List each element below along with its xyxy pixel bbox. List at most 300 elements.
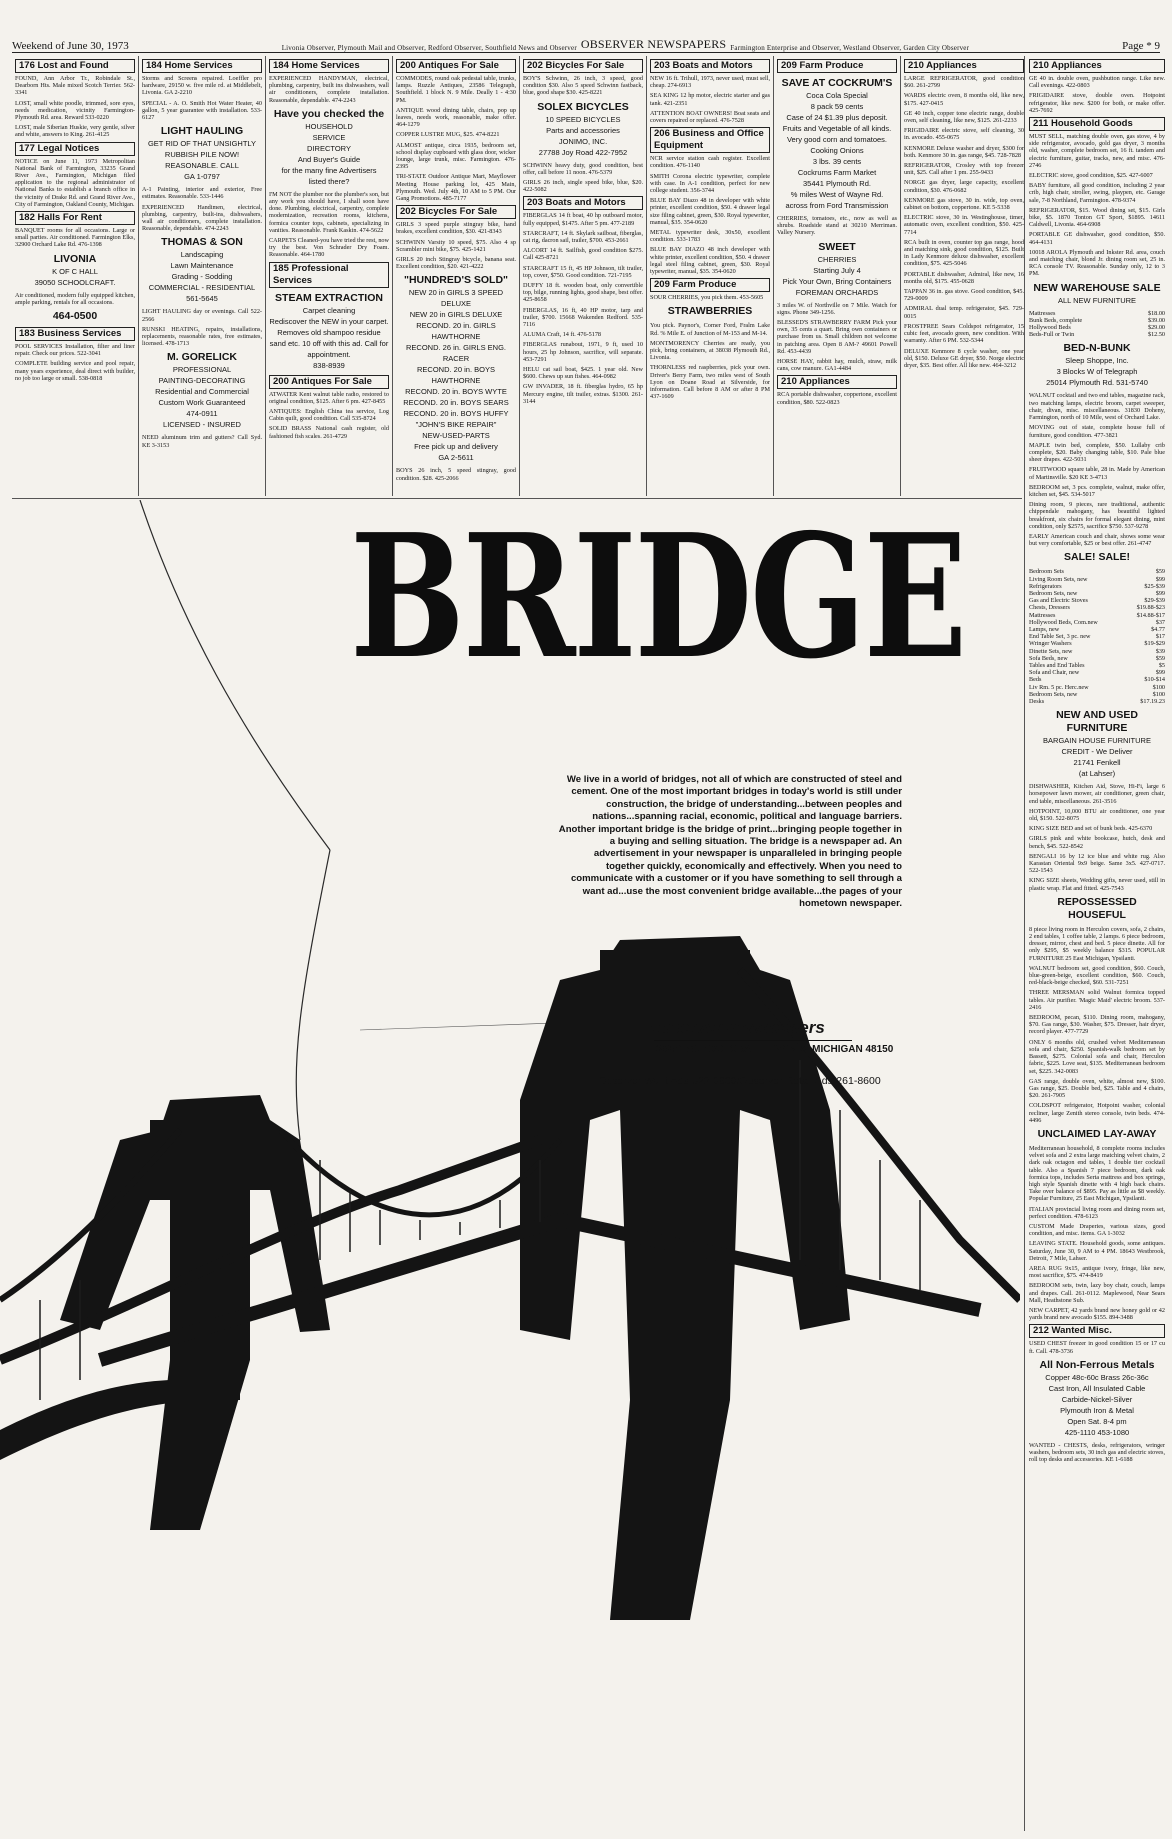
display-ad-line: SALE! SALE! xyxy=(1064,551,1130,564)
classified-ad: SEA KING 12 hp motor, electric starter and gas tank. 421-2351 xyxy=(650,92,770,107)
display-ad-line: M. GORELICK xyxy=(167,351,237,364)
sale-price-row xyxy=(1029,684,1165,691)
sale-item-price: $29-$39 xyxy=(1144,597,1165,605)
display-ad xyxy=(523,101,643,158)
sale-item-price: $39 xyxy=(1155,647,1165,655)
display-ad xyxy=(777,77,897,211)
display-ad-line: Landscaping xyxy=(180,250,224,260)
classified-ad: STARCRAFT, 14 ft. Skylark sailboat, fiberglas, cat rig, dacron sail, trailer, $700. 453-2661 xyxy=(523,229,643,245)
sale-price-row xyxy=(1029,691,1165,698)
category-header: 184 Home Services xyxy=(142,59,262,73)
sale-item-price: $99 xyxy=(1155,669,1165,677)
sale-item-price: $59 xyxy=(1155,568,1165,576)
display-ad-line: Plymouth Iron & Metal xyxy=(1060,1405,1134,1415)
display-ad-line: RECOND. 20 in. BOYS WYTE xyxy=(405,387,507,397)
sale-item-price: $37 xyxy=(1155,618,1165,626)
display-ad-line: Carbide-Nickel-Silver xyxy=(1061,1394,1133,1404)
sale-item-label: Beds xyxy=(1029,676,1042,684)
classified-ad: KING SIZE sheets, Wedding gifts, never used, still in plastic wrap. Flat and fitted. 425-7543 xyxy=(1029,877,1165,892)
display-ad xyxy=(15,253,135,288)
classified-ad: LIGHT HAULING day or evenings. Call 522-2566 xyxy=(142,308,262,323)
classified-ad: TAPPAN 36 in. gas stove. Good condition, $45. 729-0009 xyxy=(904,288,1024,303)
sale-item-label: Tables and End Tables xyxy=(1029,661,1085,669)
classified-ad: CHERRIES, tomatoes, etc., now as well as shrubs. Roadside stand at 30210 Merriman. Valley Nursery. xyxy=(777,215,897,237)
classified-ad: THORNLESS red raspberries, pick your own. Driver's Berry Farm, two miles west of South Lyon on Doane Road at Silverside, for information. Call before 8 AM or after 8 PM 437-1609 xyxy=(650,364,770,401)
display-ad-line: RECOND. 26 in. GIRLS ENG. RACER xyxy=(405,343,507,364)
display-ad-line: SERVICE xyxy=(312,132,346,142)
classified-column xyxy=(520,56,647,496)
sale-item-price: $17.19.23 xyxy=(1140,698,1165,705)
classified-ad: NEW CARPET, 42 yards brand new honey gold or 42 yards brand new avocado $155. 894-3488 xyxy=(1029,1306,1165,1322)
classified-ad: SCHWINN Varsity 10 speed, $75. Also 4 sp Scrambler mini bike, $75. 425-1421 xyxy=(396,238,516,253)
category-header: 183 Business Services xyxy=(15,327,135,341)
classified-ad: GAS range, double oven, white, almost new, $100. Gas range, $25. Double bed, $25. Table and 4 chairs, $20. 261-7905 xyxy=(1029,1077,1165,1100)
display-ad xyxy=(142,125,262,182)
sale-item-price: $100 xyxy=(1152,690,1165,698)
display-ad-line: GA 1-0797 xyxy=(184,172,220,182)
sale-item-label: Hollywood Beds xyxy=(1029,324,1071,332)
sale-item-label: Chests, Dressers xyxy=(1029,604,1070,612)
classified-ad: DISHWASHER, Kitchen Aid, Stove, Hi-Fi, large 6 horsepower lawn mower, air conditioner, green chair, end table, miscellaneous. 261-3516 xyxy=(1029,783,1165,805)
classified-ad: DUFFY 18 ft. wooden boat, only convertible top, bilge, running lights, good shape, best offer. 425-8658 xyxy=(523,282,643,304)
display-ad xyxy=(15,310,135,323)
classified-ad: ANTIQUE wood dining table, chairs, pop up leaves, needs work, reasonable, make offer. 464-1279 xyxy=(396,106,516,129)
classified-ad: NORGE gas dryer, large capacity, excellent condition, $30. 476-0682 xyxy=(904,179,1024,194)
masthead xyxy=(12,36,1160,53)
display-ad-line: Grading - Sodding xyxy=(171,272,233,282)
classified-ad: ELECTRIC stove, good condition, $25. 427-6007 xyxy=(1029,172,1153,180)
display-ad-line: SOLEX BICYCLES xyxy=(537,100,629,113)
classified-ad: ADMIRAL dual temp. refrigerator, $45. 729-0015 xyxy=(904,305,1024,320)
display-ad-line: THOMAS & SON xyxy=(161,236,243,249)
classified-ad: MAPLE twin bed, complete, $50. Lullaby crib complete, $20. Baby changing table, $10. Pale blue sheer drapes. 422-5031 xyxy=(1029,441,1165,464)
classified-ad: COMMODES, round oak pedestal table, trunks, lamps. Ruzzle Antiques, 23586 Telegraph, Southfield. 1 block N. 9 Mile. Deally 1 - 4:30 PM. xyxy=(396,75,516,104)
classified-ad: RCA portable dishwasher, coppertone, excellent condition, $80. 522-0823 xyxy=(777,391,897,406)
display-ad-line: Case of 24 $1.39 plus deposit. xyxy=(786,113,888,122)
classified-ad: 3 miles W. of Northville on 7 Mile. Watch for signs. Phone 349-1256. xyxy=(777,301,897,316)
sale-price-row xyxy=(1029,633,1165,640)
logo-rule xyxy=(654,1040,852,1041)
classified-column xyxy=(139,56,266,496)
display-ad xyxy=(1029,1359,1165,1438)
left-tower xyxy=(0,1095,330,1530)
classified-ad: SCHWINN heavy duty, good condition, best offer, call before 11 noon. 476-5379 xyxy=(523,161,643,176)
display-ad-line: PAINTING-DECORATING xyxy=(158,376,246,386)
category-header: 200 Antiques For Sale xyxy=(396,59,516,73)
display-ad-line: LIVONIA xyxy=(53,252,97,265)
classified-ad: GIRLS 3 speed purple stingray bike, hand brakes, excellent condition, $30. 421-8343 xyxy=(396,221,516,236)
display-ad-line: Residential and Commercial xyxy=(155,387,249,397)
sale-item-price: $19.88-$23 xyxy=(1136,604,1165,612)
display-ad-line: PROFESSIONAL xyxy=(172,365,232,375)
category-header: 202 Bicycles For Sale xyxy=(396,205,516,219)
display-ad-line: STRAWBERRIES xyxy=(667,305,753,318)
category-header: 177 Legal Notices xyxy=(15,142,135,156)
display-ad xyxy=(1029,896,1165,922)
display-ad-line: 39050 SCHOOLCRAFT. xyxy=(34,277,116,287)
classified-right-column xyxy=(1024,56,1169,1831)
classified-column xyxy=(647,56,774,496)
classified-ad: FIBERGLAS, 16 ft, 40 HP motor, tarp and trailer, $700. 15668 Wakenden Redford. 535-7116 xyxy=(523,306,643,329)
display-ad-line: Sleep Shoppe, Inc. xyxy=(1065,356,1129,366)
display-ad-line: 3 lbs. 39 cents xyxy=(812,157,862,166)
category-header: 209 Farm Produce xyxy=(650,278,770,292)
display-ad-line: And Buyer's Guide xyxy=(297,154,361,164)
bridge-deck xyxy=(0,970,1020,1360)
display-ad-line: Free pick up and delivery xyxy=(414,442,498,452)
sale-item-label: Gas and Electric Stoves xyxy=(1029,597,1088,605)
display-ad-line: ALL NEW FURNITURE xyxy=(1057,295,1137,305)
newspaper-brand: OBSERVER NEWSPAPERS xyxy=(580,37,727,51)
classified-ad: WALNUT cocktail and two end tables, magazine rack, two matching lamps, electric broom, carpet sweeper, chair, divan, misc. miscellaneous. 31830 Doheny, Farmington, north of 10 Mile, west of Orchard Lake. xyxy=(1029,392,1165,422)
display-ad-line: across from Ford Transmission xyxy=(785,201,889,210)
classified-ad: BOYS 26 inch, 5 speed stingray, good condition. $28. 425-2066 xyxy=(396,467,516,482)
classified-ad: ANTIQUES: English China tea service, Log Cabin quilt, good condition. Call 535-8724 xyxy=(269,408,389,423)
category-header: 210 Appliances xyxy=(904,59,1024,73)
display-ad xyxy=(1029,282,1165,306)
sale-item-price: $99 xyxy=(1155,575,1165,583)
classified-ad: LARGE REFRIGERATOR, good condition $60. 261-2799 xyxy=(904,75,1024,90)
display-ad-line: Lawn Maintenance xyxy=(170,261,234,271)
classified-ad: LOST, male Siberian Huskie, very gentle, silver and white, answers to King. 261-4125 xyxy=(15,124,135,139)
classified-ad: EARLY American couch and chair, shows some wear but very comfortable, $25 or best offer. 261-4747 xyxy=(1029,532,1165,548)
classified-ad: KENMORE gas stove, 30 in. wide, top oven, cabinet on bottom, coppertone. KE 5-5338 xyxy=(904,196,1024,212)
classified-ad: FROSTFREE Sears Coldspot refrigerator, 15 cubic feet, avocado green, new condition. With warranty. After 6 PM. 532-5344 xyxy=(904,322,1024,345)
display-ad-line: SWEET xyxy=(818,240,856,253)
classified-ad: NEED aluminum trim and gutters? Call Syd. KE 3-3153 xyxy=(142,434,262,449)
display-ad xyxy=(1029,709,1165,779)
cable-stroke xyxy=(296,850,330,1140)
sale-item-price: $25-$39 xyxy=(1144,582,1165,590)
display-ad-line: "HUNDRED'S SOLD" xyxy=(403,274,509,287)
display-ad-line: 464-0500 xyxy=(52,310,98,323)
classified-ad: EXPERIENCED HANDYMAN, electrical, plumbing, carpentry, built ins dishwashers, wall air conditioners, complete installation. Reasonable, dependable. 474-2243 xyxy=(269,75,389,104)
classified-ad: WALNUT bedroom set, good condition, $60. Couch, blue-green-beige, excellent condition, $60. Couch, red-black-beige checked, $60. 531-7251 xyxy=(1029,964,1165,987)
sale-price-row xyxy=(1029,619,1165,626)
display-ad-line: 25014 Plymouth Rd. 531-5740 xyxy=(1046,378,1148,388)
display-ad-line: Carpet cleaning xyxy=(302,305,356,315)
sale-item-label: Bedroom Sets, new xyxy=(1029,589,1078,597)
papers-right: Farmington Enterprise and Observer, Westland Observer, Garden City Observer xyxy=(730,44,970,52)
classified-ad: FIBERGLAS runabout, 1971, 9 ft, used 10 hours, 25 hp Johnson, sacrifice, will separate. 453-7291 xyxy=(523,341,643,363)
classified-column xyxy=(774,56,901,496)
sale-item-price: $10-$14 xyxy=(1144,676,1165,684)
sale-price-row xyxy=(1029,604,1165,611)
page-number: Page * 9 xyxy=(1122,40,1160,52)
classified-ad: NEW 16 ft. Trihull, 1973, never used, must sell, cheap. 274-6913 xyxy=(650,75,770,90)
classified-ad: PORTABLE dishwasher, Admiral, like new, 16 months old, $175. 455-0628 xyxy=(904,270,1024,285)
classified-ad: CUSTOM Made Draperies, various sizes, good condition, and misc. items. GA 1-3032 xyxy=(1029,1222,1165,1238)
display-ad-line: Have you checked the xyxy=(273,107,385,120)
display-ad-line: 8 pack 59 cents xyxy=(810,102,864,111)
display-ad-line: GET RID OF THAT UNSIGHTLY RUBBISH PILE NOW! REASONABLE. CALL xyxy=(147,139,257,171)
classified-ad: SPECIAL - A. O. Smith Hot Water Heater, 40 gallon, 5 year guarantee with installation. 533-6127 xyxy=(142,99,262,122)
classified-ad: KING SIZE BED and set of bunk beds. 425-6370 xyxy=(1029,825,1153,833)
sale-price-row xyxy=(1029,655,1165,662)
sale-price-row xyxy=(1029,331,1165,338)
classified-ad: Air conditioned, modern fully equipped kitchen, ample parking, rentals for all occasions. xyxy=(15,291,135,306)
display-ad xyxy=(1029,551,1165,564)
category-header: 203 Boats and Motors xyxy=(523,196,643,210)
papers-left: Livonia Observer, Plymouth Mail and Observer, Redford Observer, Southfield News and Observer xyxy=(281,44,577,52)
sale-price-row xyxy=(1029,640,1165,647)
display-ad-line: 3 Blocks W of Telegraph xyxy=(1056,367,1138,377)
classified-ad: ONLY 6 months old, crushed velvet Mediterranean sofa and chair, $250. Spanish-walk bedroom set by Bassett, $275. Colonial sofa and chair, Herculon fabric, $225. Love seat, $135. Mediterranean bedroom set, $225. 342-0083 xyxy=(1029,1038,1165,1075)
classified-ad: HOTPOINT, 10,000 BTU air conditioner, one year old, $150. 522-8075 xyxy=(1029,807,1165,823)
display-ad-line: Copper 48c-60c Brass 26c-36c xyxy=(1045,1372,1149,1382)
display-ad xyxy=(1029,1128,1165,1141)
sale-item-label: Mattresses xyxy=(1029,611,1056,619)
sale-item-price: $39.00 xyxy=(1147,316,1165,324)
classified-ad: AREA RUG 9x15, antique ivory, fringe, like new, most sacrifice, $75. 474-8419 xyxy=(1029,1264,1165,1280)
classified-ad: MOVING out of state, complete house full of furniture, good condition. 477-3821 xyxy=(1029,424,1165,439)
display-ad-line: K OF C HALL xyxy=(52,266,98,276)
sale-item-label: End Table Set, 3 pc. new xyxy=(1029,633,1091,641)
sale-item-label: Lamps, new xyxy=(1029,625,1060,633)
classified-column xyxy=(393,56,520,496)
classified-ad: BOY'S Schwinn, 26 inch, 3 speed, good condition $30. Also 5 speed Schwinn fastback, blue, good shape $30. 425-8221 xyxy=(523,75,643,97)
classified-ad: ATWATER Kent walnut table radio, restored to original condition, $125. After 6 pm. 427-8455 xyxy=(269,390,389,405)
sale-item-price: $100 xyxy=(1152,683,1165,691)
classified-ad: 8 piece living room in Herculon covers, sofa, 2 chairs, 2 end tables, 1 coffee table, 2 lamps. 6 piece bedroom, dresser, mirror, chest and bed. 5 piece dinette. All for only $295, $5 weekly balance $315. POPULAR FURNITURE 25 East Michigan, Ypsilanti. xyxy=(1029,925,1165,962)
display-ad xyxy=(777,241,897,298)
display-ad-line: LICENSED - INSURED xyxy=(163,420,241,430)
classified-ad: PORTABLE GE dishwasher, good condition, $50. 464-4131 xyxy=(1029,231,1165,246)
sale-item-price: $99 xyxy=(1155,589,1165,597)
category-header: 210 Appliances xyxy=(777,375,897,389)
classified-ad: COPPER LUSTRE MUG, $25. 474-8221 xyxy=(396,131,500,139)
classified-ad: BEDROOM, pecan, $110. Dining room, mahogany, $70. Gas range, $30. Washer, $75. Dresser, hair dryer, record player. 477-7729 xyxy=(1029,1014,1165,1036)
classified-ad: COMPLETE building service and pool repair, many years experience, deal direct with builder, no job too large or small. 538-0818 xyxy=(15,360,135,382)
category-header: 182 Halls For Rent xyxy=(15,211,135,225)
display-ad-line: Cockrums Farm Market xyxy=(797,168,877,177)
classified-ad: GE 40 in. double oven, pushbutton range. Like new. Call evenings. 422-0803 xyxy=(1029,75,1165,90)
display-ad-line: HOUSEHOLD xyxy=(305,121,353,131)
classified-ad: GE 40 inch, copper tone electric range, double oven, self cleaning, like new, $125. 261-2233 xyxy=(904,109,1024,125)
sale-item-price: $19-$29 xyxy=(1144,640,1165,648)
classified-ad: COLDSPOT refrigerator, Hotpoint washer, colonial recliner, large Zenith stereo console, twin beds. 474-4496 xyxy=(1029,1102,1165,1124)
sale-item-label: Bedroom Sets xyxy=(1029,568,1064,576)
classified-ad: ALCORT 14 ft. Sailfish, good condition $275. Call 425-8721 xyxy=(523,247,643,262)
classified-ad: FIBERGLAS 14 ft boat, 40 hp outboard motor, fully equipped, $1475. After 5 pm. 477-2189 xyxy=(523,212,643,227)
ad-body-copy: We live in a world of bridges, not all of which are constructed of steel and cement. One of the most important bridges in today's world is still under construction, the bridge of understanding...between peoples and nations...spanning racial, economic, political and language barriers. Another important bridge is the bridge of print...bringing people together in a buying and selling situation. The bridge is a newspaper ad. An advertisement in your newspaper is unparalleled in bringing people together quickly, economically and effectively. When you need to communicate with a customer or if you have something to sell through a want ad...use the most convenient bridge available...the pages of your hometown newspaper. xyxy=(558,774,902,910)
display-ad-line: STEAM EXTRACTION xyxy=(275,291,383,304)
sale-price-row xyxy=(1029,590,1165,597)
display-ad-line: Fruits and Vegetable of all kinds. xyxy=(782,124,892,133)
classified-ad: REFRIGERATOR, $15. Wood dining set, $15. Girls bike, $5. 1870 Tonton GT Sport, $1895. 14611 Caldwell, Livonia. 464-6908 xyxy=(1029,206,1165,229)
classified-ad: MONTMORENCY Cherries are ready, you pick, bring containers, at 38038 Plymouth Rd., Livonia. xyxy=(650,339,770,362)
display-ad-line: Custom Work Guaranteed xyxy=(158,398,246,408)
display-ad-line: Parts and accessories xyxy=(546,125,620,135)
sale-item-label: Living Room Sets, new xyxy=(1029,575,1088,583)
classified-ad: Dining room, 9 pieces, rare traditional, authentic chippendale mahogany, has beautiful lighted breakfront, six chairs for formal elegant dining, mint condition, only $2575, sacrifice $750. 537-9278 xyxy=(1029,501,1165,530)
sale-price-row xyxy=(1029,568,1165,575)
classified-ad: THREE MERSMAN solid Walnut formica topped tables. Air purifier. 'Magic Maid' electric broom. 537-2416 xyxy=(1029,989,1165,1011)
display-ad-line: 474-0911 xyxy=(186,409,218,419)
classified-column xyxy=(12,56,139,496)
sale-item-label: Desks xyxy=(1029,698,1045,705)
sale-item-label: Beds-Full or Twin xyxy=(1029,331,1075,339)
display-ad-line: Rediscover the NEW in your carpet. Removes old shampoo residue sand etc. 10 off with this ad. Call for appointment. xyxy=(269,316,389,359)
sale-item-price: $59 xyxy=(1155,654,1165,662)
classified-ad: FOUND, Ann Arbor Tr., Robindale St., Dearborn Hts. Male mixed Scotch Terrier. 562-3341 xyxy=(15,75,135,97)
display-ad-line: for the many fine Advertisers xyxy=(281,165,377,175)
category-header: 203 Boats and Motors xyxy=(650,59,770,73)
classified-ad: CARPETS Cleaned-you have tried the rest, now try the best. Von Schrader Dry Foam. Reasonable. 464-1780 xyxy=(269,237,389,259)
classified-ad: HELU cat sail boat, $425. 1 year old. New $600. Chews up sun fishes. 464-0982 xyxy=(523,366,643,381)
bridge-illustration xyxy=(0,497,1020,1839)
sale-price-row xyxy=(1029,648,1165,655)
masthead-papers xyxy=(282,37,969,52)
display-ad-line: UNCLAIMED LAY-AWAY xyxy=(1037,1127,1157,1140)
display-ad-line: (at Lahser) xyxy=(1078,769,1116,779)
sale-item-price: $14.88-$17 xyxy=(1136,611,1165,619)
display-ad-line: FOREMAN ORCHARDS xyxy=(795,287,879,297)
classified-ad: ELECTRIC stove, 30 in. Westinghouse, timer, automatic oven, excellent condition, $50. 425-7714 xyxy=(904,214,1024,236)
classified-ad: A-1 Painting, interior and exterior, Free estimates. Reasonable. 533-1446 xyxy=(142,186,262,201)
sale-price-row xyxy=(1029,698,1165,705)
sale-item-label: Bunk Beds, complete xyxy=(1029,316,1083,324)
classified-ad: NOTICE on June 11, 1973 Metropolitan National Bank of Farmington, 33235 Grand River Ave., Farmington, Michigan filed application to the regional administrator of National Banks to establish a branch office in the vicinity of Drake Rd. and Grand River Ave., City of Farmington, Oakland County, Michigan. xyxy=(15,157,135,208)
sale-item-price: $29.00 xyxy=(1147,324,1165,332)
display-ad-line: 10 SPEED BICYCLES xyxy=(545,114,621,124)
display-ad-line: 21741 Fenkell xyxy=(1073,758,1121,768)
display-ad-line: 425-1110 453-1080 xyxy=(1064,1427,1130,1437)
sale-price-row xyxy=(1029,597,1165,604)
classified-column xyxy=(266,56,393,496)
display-ad-line: NEW 20 in GIRLS DELUXE xyxy=(409,310,503,320)
classified-ad: USED CHEST freezer in good condition 15 or 17 cu ft. Call. 478-3736 xyxy=(1029,1340,1165,1355)
classified-ad: HORSE HAY, rabbit hay, mulch, straw, milk cans, cow manure. GA1-4484 xyxy=(777,358,897,373)
sale-price-row xyxy=(1029,626,1165,633)
sale-price-row xyxy=(1029,576,1165,583)
sale-item-label: Liv Rm. 5 pc. Herc.new xyxy=(1029,683,1089,691)
display-ad-line: 838-8939 xyxy=(313,360,345,370)
category-header: 200 Antiques For Sale xyxy=(269,375,389,389)
display-ad xyxy=(269,292,389,371)
classified-ad: LOST, small white poodle, trimmed, sore eyes, needs medication, vicinity Farmington-Plymouth Rd. area. Reward 533-0220 xyxy=(15,99,135,122)
display-ad-line: NEW WAREHOUSE SALE xyxy=(1033,281,1161,294)
classified-ad: RCA built in oven, counter top gas range, hood and matching sink, good condition, $125. Built in Lady Kenmore deluxe dishwasher, excellent condition, $75. 425-5046 xyxy=(904,238,1024,268)
display-ad-line: REPOSSESSED HOUSEFUL xyxy=(1057,895,1137,921)
sale-price-row xyxy=(1029,583,1165,590)
display-ad-line: 561-5645 xyxy=(186,294,218,304)
display-ad-line: 35441 Plymouth Rd. xyxy=(803,179,871,188)
category-header: 185 Professional Services xyxy=(269,262,389,288)
display-ad-line: LIGHT HAULING xyxy=(160,125,244,138)
sale-item-label: Mattresses xyxy=(1029,309,1056,317)
display-ad-line: NEW AND USED FURNITURE xyxy=(1056,709,1138,735)
display-ad-line: listed there? xyxy=(308,176,350,186)
display-ad-line: RECOND. 20 in. GIRLS HAWTHORNE xyxy=(416,321,496,342)
sale-price-row xyxy=(1029,317,1165,324)
category-header: 209 Farm Produce xyxy=(777,59,897,73)
display-ad-line: Very good corn and tomatoes. xyxy=(786,135,888,144)
ad-address: 36251 SCHOOLCRAFT LIVONIA, MICHIGAN 48150 xyxy=(656,1044,894,1055)
classified-ad: ALMOST antique, circa 1935, bedroom set, school display cupboard with glass door, wicker lounge, large trunk, misc. Farmington. 476-2395 xyxy=(396,141,516,171)
display-ad-line: Pick Your Own, Bring Containers xyxy=(782,276,892,286)
classified-ad: ITALIAN provincial living room and dining room set, perfect condition. 478-6123 xyxy=(1029,1205,1165,1220)
classified-ad: WANTED - CHESTS, desks, refrigerators, wringer washers, bedroom sets, 30 inch gas and electric stoves, roll top desks and accessories. KE 1-6188 xyxy=(1029,1441,1165,1464)
display-ad-line: NEW 20 in GIRLS 3 SPEED DELUXE xyxy=(408,288,504,309)
sale-item-label: Wringer Washers xyxy=(1029,640,1072,648)
display-ad xyxy=(1029,342,1165,388)
classified-ad: SMITH Corona electric typewriter, complete with case. In A-1 condition, perfect for new college student. 356-3744 xyxy=(650,172,770,195)
classified-ad: DELUXE Kenmore 8 cycle washer, one year old, $150. Deluxe GE dryer, $50. Norge electric dryer, $35. Best offer. All like new. 464-3212 xyxy=(904,347,1024,369)
display-ad xyxy=(269,108,389,187)
display-ad-line: DIRECTORY xyxy=(307,143,351,153)
ad-headline: BRIDGE xyxy=(350,497,965,697)
sale-item-price: $4.77 xyxy=(1151,625,1165,633)
sale-item-label: Sofa and Chair, new xyxy=(1029,669,1080,677)
classified-ad: GIRLS 26 inch, single speed bike, blue, $20. 422-5082 xyxy=(523,179,643,194)
display-ad-line: 27788 Joy Road 422-7952 xyxy=(538,147,628,157)
category-header: 176 Lost and Found xyxy=(15,59,135,73)
display-ad-line: Coca Cola Special xyxy=(806,91,868,100)
suspender-cable xyxy=(140,500,330,850)
display-ad-line: CHERRIES xyxy=(817,254,857,264)
category-header: 212 Wanted Misc. xyxy=(1029,1324,1165,1338)
classified-ad: REFRIGERATOR, Crosley with top freezer unit, $25. Call after 1 pm. 255-9433 xyxy=(904,162,1024,177)
classified-ad: KENMORE Deluxe washer and dryer, $300 for both. Kenmore 30 in. gas range, $45. 728-7828 xyxy=(904,144,1024,159)
classified-ad: 10018 AROLA Plymouth and Inkster Rd. area, couch and matching chair, blond Jr. dining room set, 25 in. RCA console TV. Reasonable. Sunday only, 12 to 3 PM. xyxy=(1029,248,1165,278)
display-ad xyxy=(396,274,516,463)
display-ad-line: Cooking Onions xyxy=(810,146,864,155)
classified-ad: METAL typewriter desk, 30x50, excellent condition. 533-1783 xyxy=(650,229,770,244)
classified-ad: SOLID BRASS National cash register, old fashioned fish scales. 261-4729 xyxy=(269,425,389,440)
classified-ad: BEDROOM sets, twin, lazy boy chair, couch, lamps and drapes. Call. 261-0112. Maplewood, Near Sears Mall, Heathstone Sub. xyxy=(1029,1282,1165,1304)
classified-ad: I'M NOT the plumber nor the plumber's son, but any work you should have, I shall soon have done. Plumbing, electrical, carpentry, complete modernization, recreation rooms, kitchens, formica counter tops, cabinets, specializing in vanities. Reasonable. Frank Kaskin. 474-5622 xyxy=(269,190,389,234)
classified-ad: You pick. Paynor's, Corner Ford, Fralm Lake Rd. % Mile E. of Junction of M-153 and M-14. xyxy=(650,322,770,337)
classified-ad: NCR service station cash register. Excellent condition. 476-1140 xyxy=(650,155,770,170)
display-ad-line: "JOHN'S BIKE REPAIR" xyxy=(415,420,497,430)
display-ad xyxy=(650,305,770,318)
display-ad-line: CREDIT - We Deliver xyxy=(1061,747,1133,757)
classified-ad: FRIGIDAIRE electric stove, self cleaning, 30 in. avocado. 455-0675 xyxy=(904,127,1024,142)
classified-ad: ATTENTION BOAT OWNERS! Boat seats and covers repaired or replaced. 476-7528 xyxy=(650,109,770,125)
display-ad-line: SAVE AT COCKRUM'S xyxy=(781,77,893,89)
sale-price-row xyxy=(1029,324,1165,331)
classified-ad: GIRLS pink and white bookcase, hutch, desk and bench, $45. 522-8542 xyxy=(1029,835,1165,850)
display-ad-line: Cast Iron, All Insulated Cable xyxy=(1048,1383,1146,1393)
sale-item-price: $12.50 xyxy=(1147,331,1165,339)
classified-ad: SOUR CHERRIES, you pick them. 453-5605 xyxy=(650,294,764,302)
display-ad-line: GA 2-5611 xyxy=(438,453,474,463)
sale-item-label: Dinette Sets, new xyxy=(1029,647,1073,655)
display-ad-line: Open Sat. 8-4 pm xyxy=(1067,1416,1127,1426)
sale-item-price: $5 xyxy=(1158,661,1165,669)
display-ad-line: JONIMO, INC. xyxy=(558,136,608,146)
display-ad-line: COMMERCIAL - RESIDENTIAL xyxy=(148,283,256,293)
sale-item-price: $17 xyxy=(1155,633,1165,641)
category-header: 184 Home Services xyxy=(269,59,389,73)
display-ad-line: All Non-Ferrous Metals xyxy=(1039,1358,1155,1371)
display-ad-line: % miles West of Wayne Rd. xyxy=(790,190,884,199)
classified-ad: BLUE BAY Diazo 48 in developer with white printer, excellent condition, $50. 4 drawer legal size filing cabinet, green, $30. Royal typewriter, manual, $35. 354-0620 xyxy=(650,197,770,226)
classified-ad: BLUE BAY DIAZO 48 inch developer with white printer, excellent condition, $50. 4 drawer legal steel filing cabinet, green, $30. Royal typewriter, manual, $35. 354-0620 xyxy=(650,246,770,276)
category-header: 211 Household Goods xyxy=(1029,117,1165,131)
display-ad xyxy=(142,351,262,430)
sale-price-row xyxy=(1029,612,1165,619)
classified-ad: WARDS electric oven, 8 months old, like new, $175. 427-0415 xyxy=(904,92,1024,107)
sale-price-row xyxy=(1029,310,1165,317)
classified-columns xyxy=(12,56,1027,496)
classified-ad: MUST SELL, matching double oven, gas stove, 4 by side refrigerator, avocado, gold gas dryer, 3 months old, washer, complete bedroom set, 16 ft. tandem and electric furniture, guitar, tracks, new, and misc. 476-2746 xyxy=(1029,133,1165,169)
classified-ad: FRUITWOOD square table, 28 in. Made by American of Martinsville. $20 KE 3-4713 xyxy=(1029,466,1165,481)
classified-ad: Mediterranean household, 8 complete rooms includes velvet sofa and 2 extra large matching velvet chairs, 2 dark oak octagon end tables, 1 double tier cocktail table. Also a Spanish 7 piece bedroom, dark oak formica tops, includes Serta mattress and box springs, high style Spanish dinette with 4 high back chairs. Take over balance of $895. Pay as little as $8 weekly. Popular Furniture, 25 East Michigan, Ypsilanti. xyxy=(1029,1144,1165,1203)
classified-ad: ALUMA Craft, 14 ft. 476-5178 xyxy=(523,331,602,339)
classified-ad: Storms and Screens repaired. Loeffler pro hardware, 29150 w. five mile rd. at Middlebelt, Livonia. GA 2-2210 xyxy=(142,75,262,97)
